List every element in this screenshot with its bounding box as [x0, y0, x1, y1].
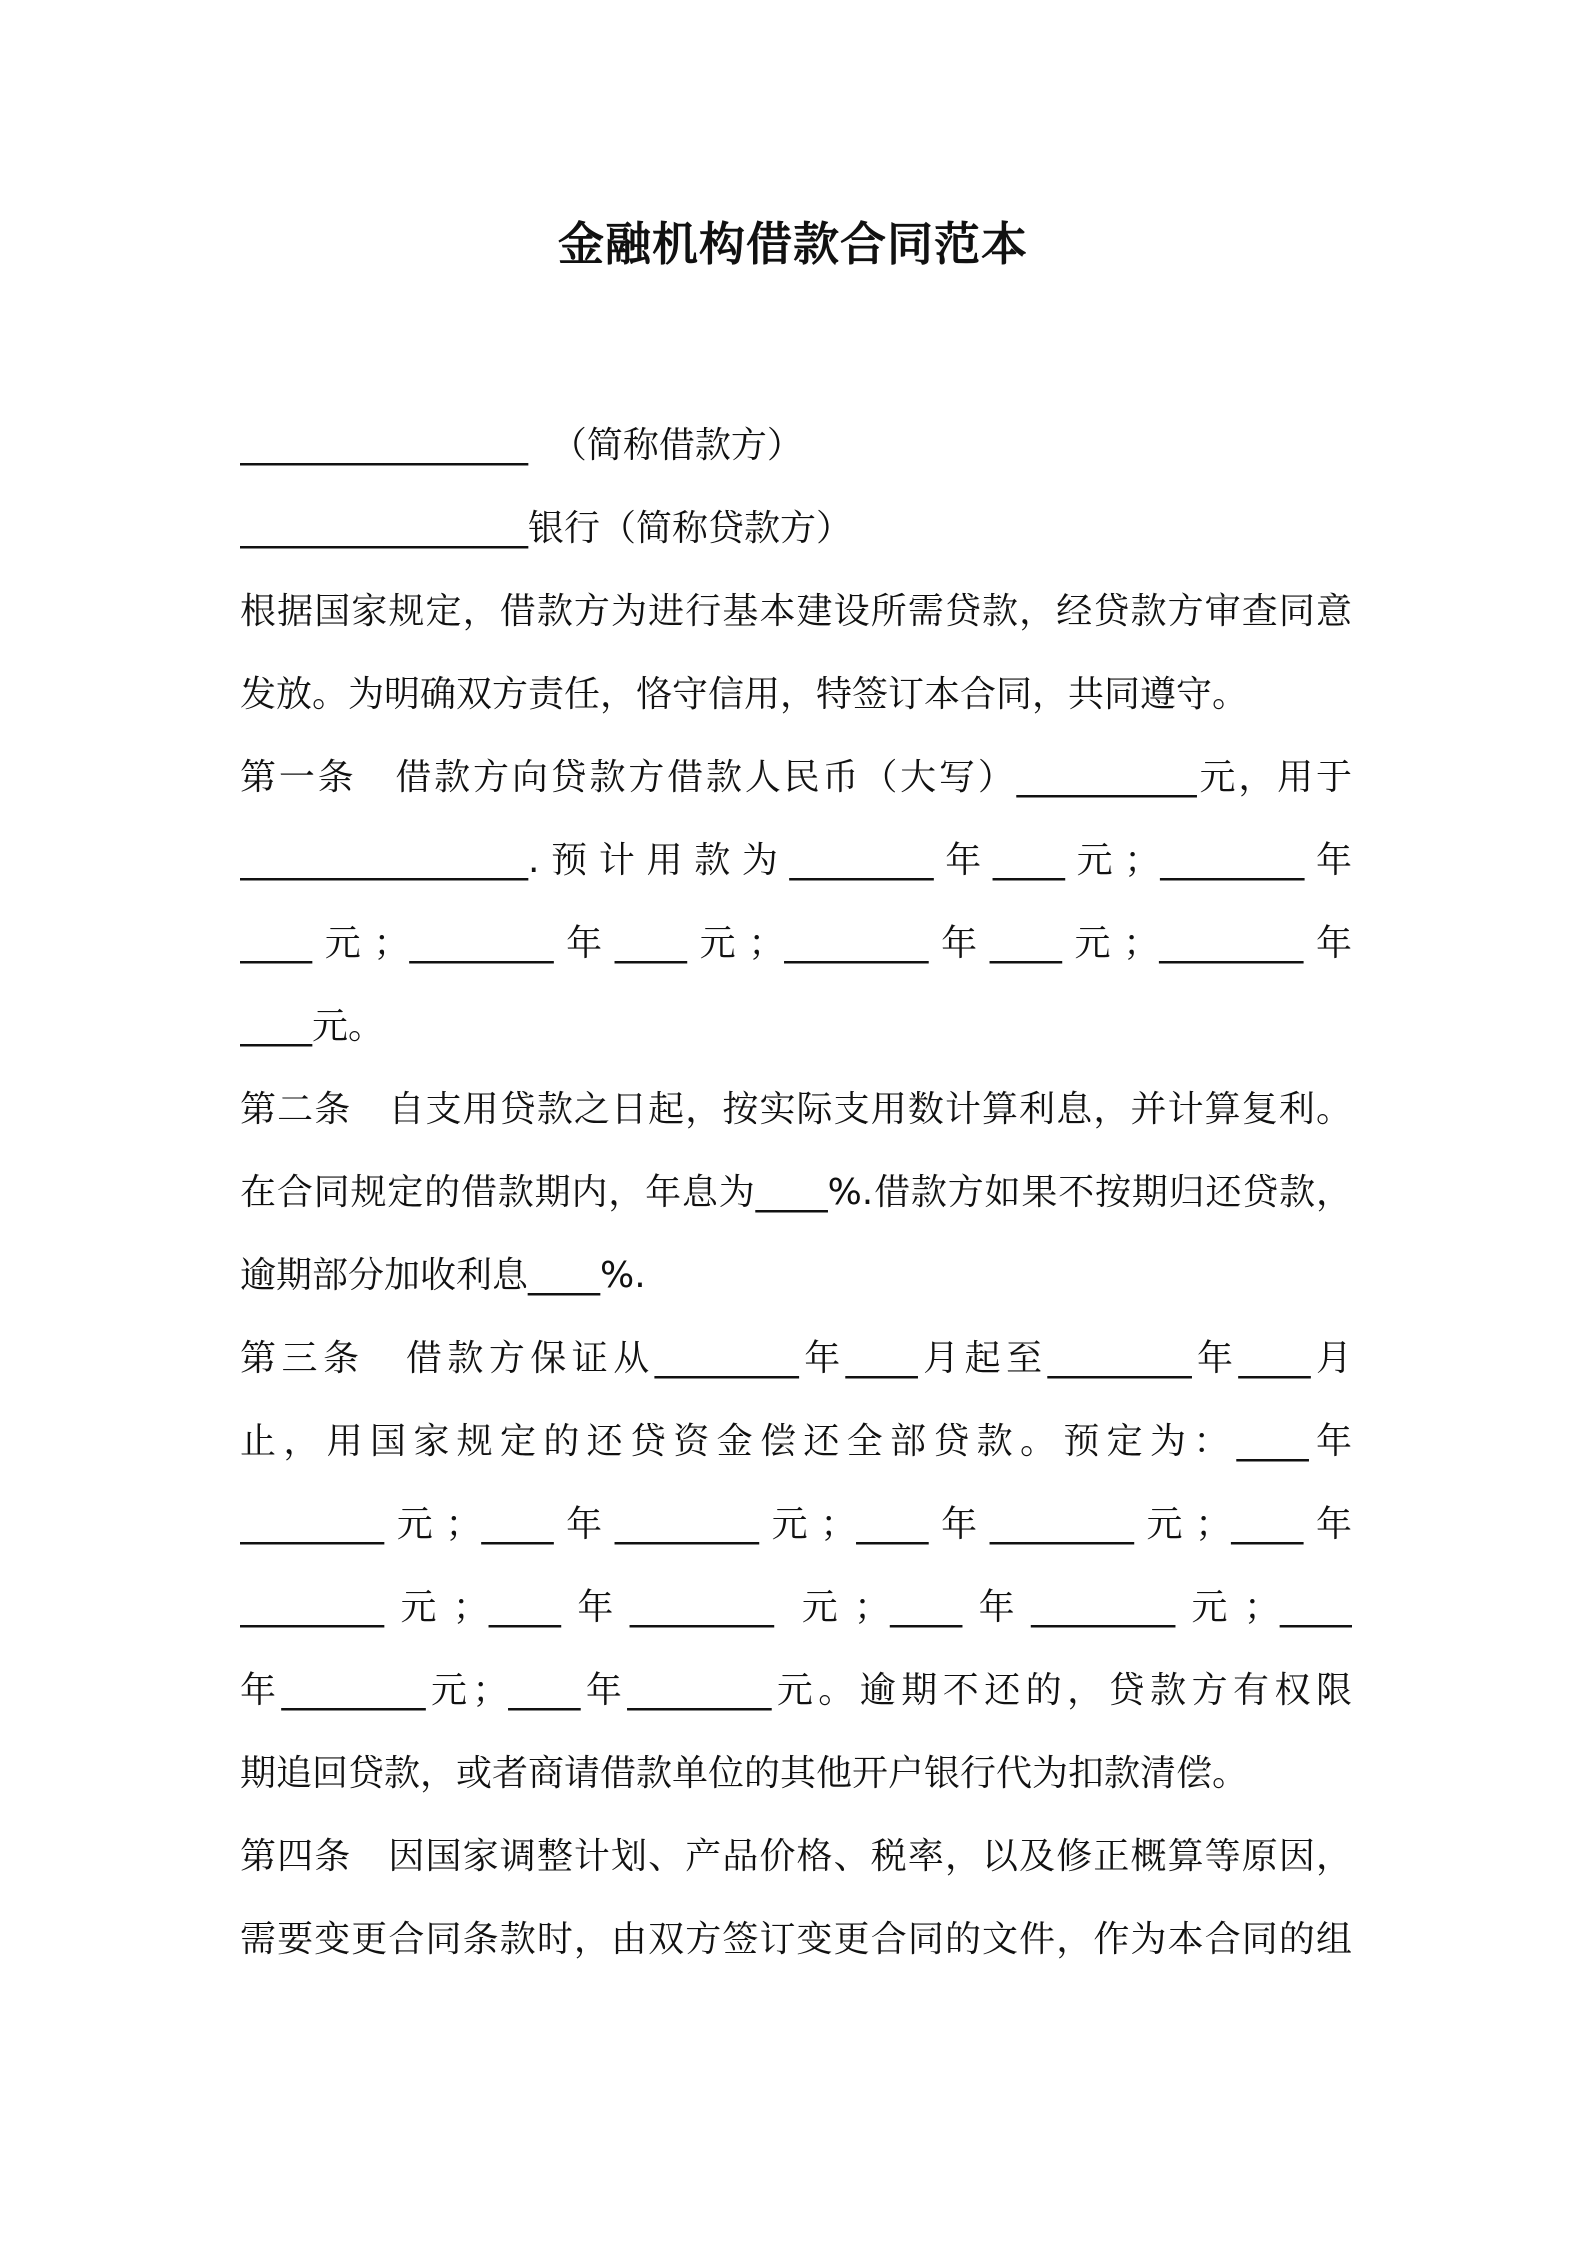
text-line: 逾期部分加收利息____%.: [240, 1255, 646, 1296]
text-line: ________元；____年________ 元；____年________元；____: [240, 1587, 1352, 1628]
text-line: 发放。为明确双方责任，恪守信用，特签订本合同，共同遵守。: [240, 674, 1249, 715]
contract-body: [240, 404, 1352, 1981]
text-line: 期追回贷款，或者商请借款单位的其他开户银行代为扣款清偿。: [240, 1753, 1249, 1794]
text-line: ________元；____年________元；____年________元；____年: [240, 1504, 1352, 1545]
text-line: 第三条 借款方保证从________年____月起至________年____月: [240, 1338, 1352, 1379]
text-line: ________________银行（简称贷款方）: [240, 508, 853, 549]
text-line: 根据国家规定，借款方为进行基本建设所需贷款，经贷款方审查同意: [240, 591, 1352, 632]
text-line: ____元。: [240, 1006, 385, 1047]
text-line: 第四条 因国家调整计划、产品价格、税率，以及修正概算等原因，: [240, 1836, 1352, 1877]
text-line: 止，用国家规定的还贷资金偿还全部贷款。预定为：____年: [240, 1421, 1352, 1462]
text-line: 年________元；____年________元。逾期不还的，贷款方有权限: [240, 1670, 1352, 1711]
text-line: ____元；________年____元；________年____元；________年: [240, 923, 1352, 964]
text-line: ________________.预计用款为________年____元；________年: [240, 840, 1352, 881]
text-line: 第一条 借款方向贷款方借款人民币（大写）__________元，用于: [240, 757, 1352, 798]
text-line: ________________ （简称借款方）: [240, 425, 803, 466]
text-line: 第二条 自支用贷款之日起，按实际支用数计算利息，并计算复利。: [240, 1089, 1352, 1130]
text-line: 需要变更合同条款时，由双方签订变更合同的文件，作为本合同的组: [240, 1919, 1352, 1960]
document-title: 金融机构借款合同范本: [558, 217, 1028, 271]
text-line: 在合同规定的借款期内，年息为____%.借款方如果不按期归还贷款，: [240, 1172, 1352, 1213]
